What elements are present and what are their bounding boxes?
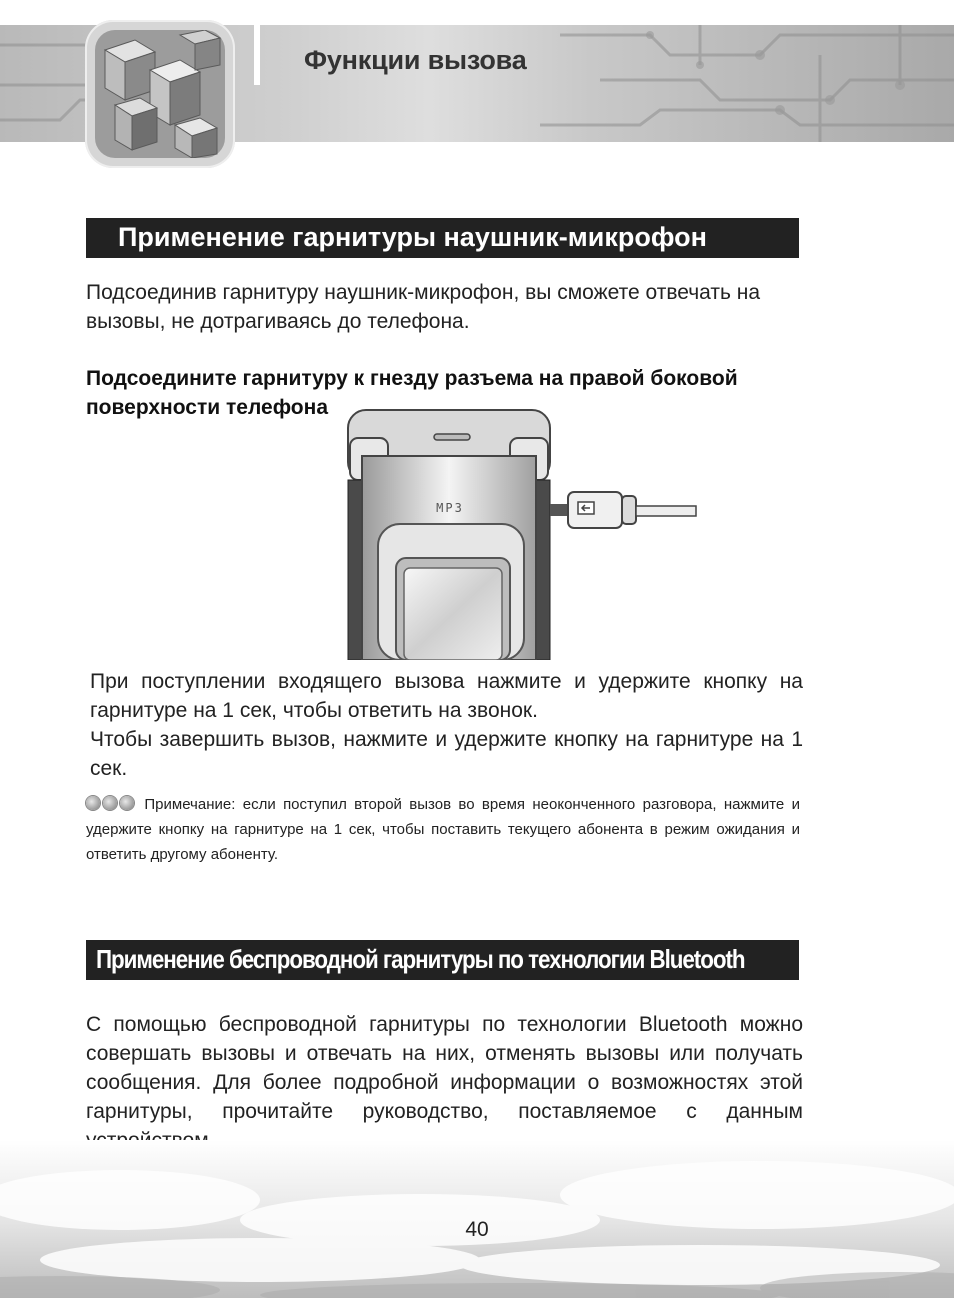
note-dot-icon [103,796,117,810]
answer-call-text: При поступлении входящего вызова нажмите и удержите кнопку на гарнитуре на 1 сек, чтобы ответить на звонок. [90,670,803,722]
header-divider [254,25,260,85]
connect-instruction: Подсоедините гарнитуру к гнезду разъема на правой боковой поверхности телефона [86,367,738,419]
page-number: 40 [465,1218,489,1241]
wired-headset-intro: Подсоединив гарнитуру наушник-микрофон, вы сможете отвечать на вызовы, не дотрагиваясь до телефона. [86,281,761,333]
note-dot-icon [86,796,100,810]
page-title: Функции вызова [304,45,527,75]
note-text: Примечание: если поступил второй вызов во время неоконченного разговора, нажмите и удержите кнопку на гарнитуре на 1 сек, чтобы поставить текущего абонента в режим ожидания и ответить другому абоненту. [86,796,800,863]
end-call-text: Чтобы завершить вызов, нажмите и удержите кнопку на гарнитуре на 1 сек. [90,728,803,780]
phone-illustration [340,408,700,665]
bluetooth-headset-body: С помощью беспроводной гарнитуры по технологии Bluetooth можно совершать вызовы и отвечать на них, отменять вызовы или получать сообщения. Для более подробной информации о возможностях этой гарнитуры, прочитайте руководство, поставляемое с данным [86,1013,803,1123]
cubes-icon [85,20,235,168]
section-heading-bluetooth-headset: Применение беспроводной гарнитуры по технологии Bluetooth [86,940,799,980]
section-heading-wired-headset: Применение гарнитуры наушник-микрофон [86,218,799,258]
note-dot-icon [120,796,134,810]
note-block [86,792,800,867]
phone-label: MP3 [436,501,464,515]
